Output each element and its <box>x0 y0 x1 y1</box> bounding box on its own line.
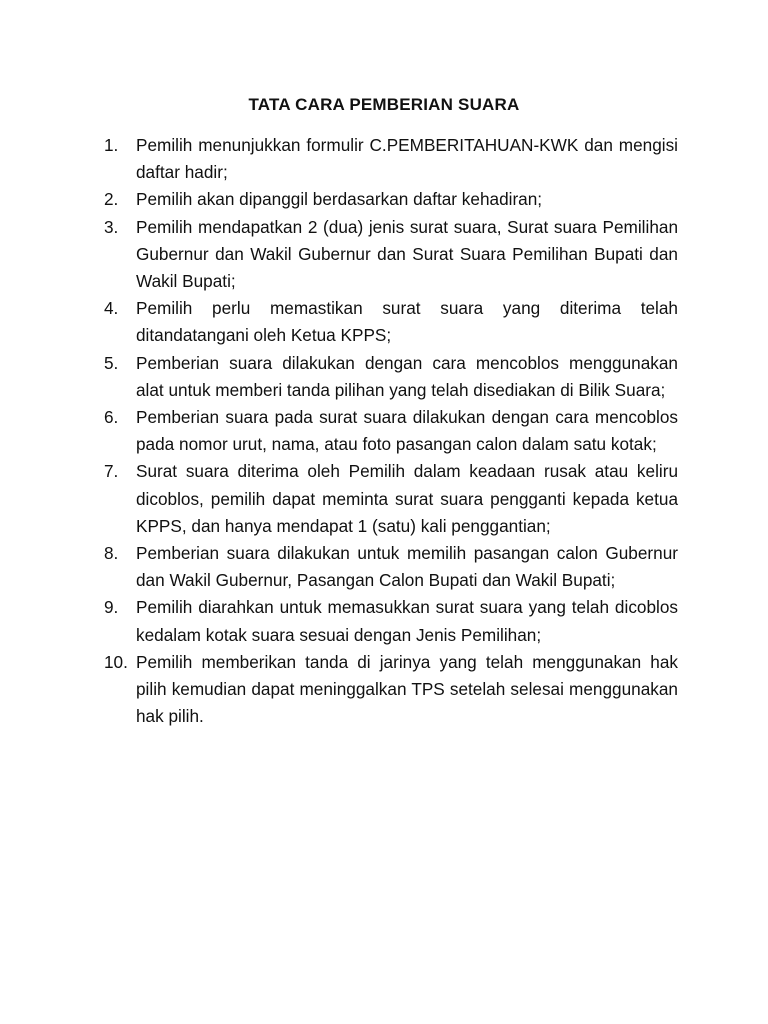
list-item <box>104 132 678 186</box>
list-item <box>104 214 678 296</box>
list-item <box>104 350 678 404</box>
step-text: Pemberian suara dilakukan untuk memilih pasangan calon Gubernur dan Wakil Gubernur, Pasangan Calon Bupati dan Wakil Bupati; <box>136 543 678 591</box>
step-number: 9. <box>104 597 119 618</box>
list-item <box>104 295 678 349</box>
step-number: 8. <box>104 543 119 564</box>
step-text: Pemilih memberikan tanda di jarinya yang telah menggunakan hak pilih kemudian dapat meninggalkan TPS setelah selesai menggunakan hak pilih. <box>136 651 678 727</box>
step-number: 1. <box>104 135 119 155</box>
step-text: Pemilih menunjukkan formulir C.PEMBERITAHUAN-KWK dan mengisi daftar hadir; <box>136 135 678 183</box>
step-number: 7. <box>104 461 119 482</box>
step-text: Pemilih perlu memastikan surat suara yang diterima telah ditandatangani oleh Ketua KPPS; <box>136 298 678 346</box>
list-item <box>104 540 678 594</box>
step-number: 10. <box>104 651 128 672</box>
step-text: Surat suara diterima oleh Pemilih dalam keadaan rusak atau keliru dicoblos, pemilih dapat meminta surat suara pengganti kepada ketua KPPS, dan hanya mendapat 1 (satu) kali penggantian; <box>136 461 678 536</box>
list-item <box>104 404 678 458</box>
list-item <box>104 458 678 540</box>
steps-list <box>104 132 678 730</box>
step-number: 3. <box>104 216 119 237</box>
step-number: 5. <box>104 352 119 373</box>
step-text: Pemilih akan dipanggil berdasarkan daftar kehadiran; <box>136 189 543 210</box>
step-number: 2. <box>104 189 119 210</box>
step-number: 4. <box>104 298 119 319</box>
step-text: Pemberian suara dilakukan dengan cara mencoblos menggunakan alat untuk memberi tanda pilihan yang telah disediakan di Bilik Suara; <box>136 352 678 400</box>
step-number: 6. <box>104 407 119 428</box>
step-text: Pemilih diarahkan untuk memasukkan surat suara yang telah dicoblos kedalam kotak suara sesuai dengan Jenis Pemilihan; <box>136 597 678 645</box>
list-item <box>104 649 678 731</box>
step-text: Pemberian suara pada surat suara dilakukan dengan cara mencoblos pada nomor urut, nama, atau foto pasangan calon dalam satu kotak; <box>136 407 678 455</box>
document-title: TATA CARA PEMBERIAN SUARA <box>248 95 520 114</box>
list-item <box>104 186 678 213</box>
step-text: Pemilih mendapatkan 2 (dua) jenis surat suara, Surat suara Pemilihan Gubernur dan Wakil Gubernur dan Surat Suara Pemilihan Bupati dan Wakil Bupati; <box>136 216 678 292</box>
list-item <box>104 594 678 648</box>
